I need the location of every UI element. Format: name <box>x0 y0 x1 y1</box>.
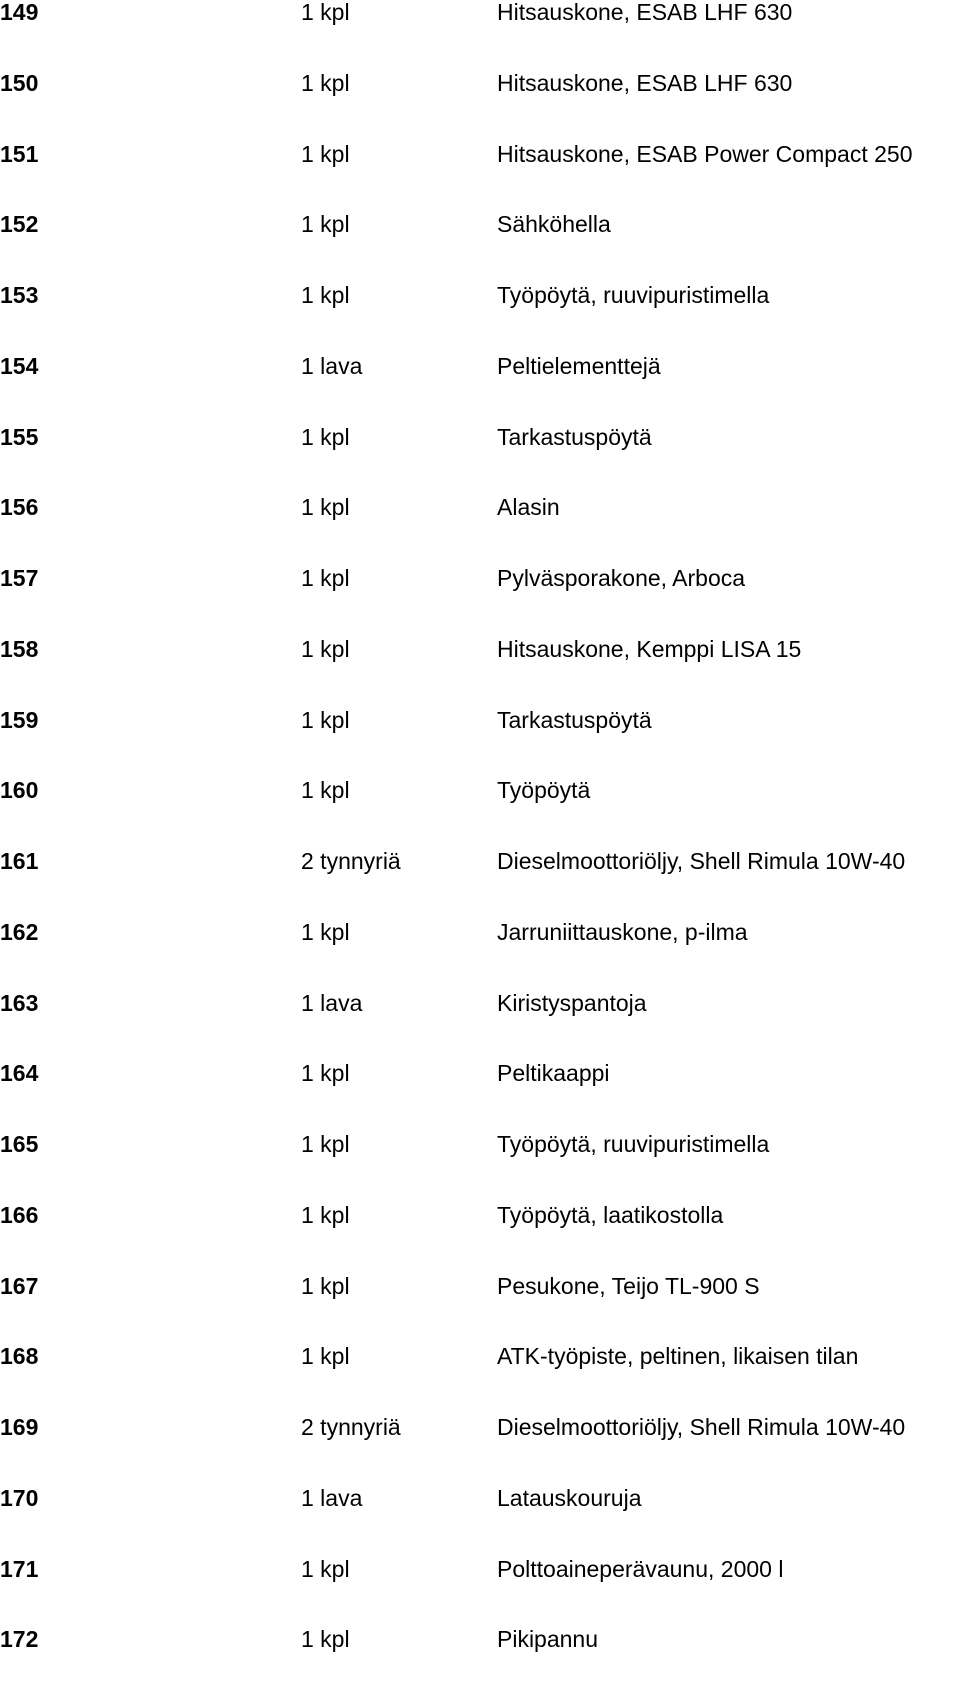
item-number: 159 <box>0 706 39 733</box>
item-number: 163 <box>0 989 39 1016</box>
item-number: 154 <box>0 352 39 379</box>
item-number: 169 <box>0 1414 39 1440</box>
list-item <box>0 1271 960 1342</box>
item-description: Pylväsporakone, Arboca <box>497 565 746 591</box>
item-number: 172 <box>0 1626 39 1653</box>
item-quantity: 1 kpl <box>301 69 350 96</box>
item-quantity: 1 kpl <box>301 1272 350 1299</box>
item-description: Pesukone, Teijo TL-900 S <box>497 1272 760 1299</box>
item-description: Tarkastuspöytä <box>497 423 652 450</box>
item-description: Sähköhella <box>497 211 611 238</box>
item-quantity: 1 kpl <box>301 1626 350 1653</box>
item-number: 155 <box>0 423 39 450</box>
list-item <box>0 988 960 1059</box>
list-item <box>0 492 960 563</box>
item-description: ATK-työpiste, peltinen, likaisen tilan <box>497 1343 859 1370</box>
list-item <box>0 209 960 280</box>
item-number: 151 <box>0 140 39 167</box>
item-number: 156 <box>0 494 39 521</box>
item-number: 152 <box>0 211 39 238</box>
list-item <box>0 1483 960 1554</box>
item-number: 167 <box>0 1272 39 1299</box>
item-description: Työpöytä, ruuvipuristimella <box>497 282 770 308</box>
list-item <box>0 705 960 776</box>
item-quantity: 1 kpl <box>301 565 350 591</box>
item-number: 162 <box>0 918 39 945</box>
item-description: Latauskouruja <box>497 1484 642 1511</box>
item-quantity: 1 lava <box>301 352 363 379</box>
item-number: 168 <box>0 1343 39 1370</box>
item-quantity: 1 lava <box>301 989 363 1016</box>
item-description: Pikipannu <box>497 1626 599 1653</box>
list-item <box>0 1554 960 1625</box>
list-item <box>0 280 960 351</box>
item-number: 158 <box>0 635 39 662</box>
item-quantity: 1 kpl <box>301 1201 350 1228</box>
item-quantity: 1 kpl <box>301 706 350 733</box>
item-description: Työpöytä <box>497 777 591 804</box>
item-description: Työpöytä, laatikostolla <box>497 1201 724 1228</box>
item-number: 164 <box>0 1060 39 1087</box>
item-description: Polttoaineperävaunu, 2000 l <box>497 1555 784 1582</box>
list-item <box>0 1412 960 1483</box>
list-item <box>0 0 960 68</box>
item-quantity: 1 kpl <box>301 1131 350 1157</box>
list-item <box>0 139 960 210</box>
item-description: Hitsauskone, ESAB Power Compact 250 <box>497 140 913 167</box>
list-item <box>0 68 960 139</box>
item-quantity: 1 kpl <box>301 282 350 308</box>
list-item <box>0 1341 960 1412</box>
item-description: Jarruniittauskone, p-ilma <box>497 918 748 945</box>
list-item <box>0 775 960 846</box>
item-quantity: 1 kpl <box>301 918 350 945</box>
item-number: 166 <box>0 1201 39 1228</box>
item-description: Hitsauskone, ESAB LHF 630 <box>497 69 793 96</box>
item-description: Työpöytä, ruuvipuristimella <box>497 1131 770 1157</box>
item-quantity: 2 tynnyriä <box>301 848 401 874</box>
item-description: Peltielementtejä <box>497 352 661 379</box>
item-quantity: 1 kpl <box>301 211 350 238</box>
item-description: Hitsauskone, Kemppi LISA 15 <box>497 635 802 662</box>
item-description: Tarkastuspöytä <box>497 706 652 733</box>
item-number: 149 <box>0 0 39 25</box>
item-quantity: 2 tynnyriä <box>301 1414 401 1440</box>
item-number: 171 <box>0 1555 39 1582</box>
list-item <box>0 917 960 988</box>
item-quantity: 1 kpl <box>301 423 350 450</box>
item-number: 170 <box>0 1484 39 1511</box>
item-quantity: 1 lava <box>301 1484 363 1511</box>
item-quantity: 1 kpl <box>301 1555 350 1582</box>
list-item <box>0 563 960 634</box>
item-number: 160 <box>0 777 39 804</box>
list-item <box>0 422 960 493</box>
item-number: 150 <box>0 69 39 96</box>
item-quantity: 1 kpl <box>301 1060 350 1087</box>
item-number: 165 <box>0 1131 39 1157</box>
item-description: Kiristyspantoja <box>497 989 647 1016</box>
item-number: 157 <box>0 565 39 591</box>
list-item <box>0 1200 960 1271</box>
item-description: Hitsauskone, ESAB LHF 630 <box>497 0 793 25</box>
item-quantity: 1 kpl <box>301 140 350 167</box>
item-description: Dieselmoottoriöljy, Shell Rimula 10W-40 <box>497 1414 906 1440</box>
list-item <box>0 634 960 705</box>
list-item <box>0 1058 960 1129</box>
item-quantity: 1 kpl <box>301 0 350 25</box>
list-item <box>0 351 960 422</box>
item-description: Peltikaappi <box>497 1060 610 1087</box>
list-item <box>0 1624 960 1695</box>
item-quantity: 1 kpl <box>301 1343 350 1370</box>
list-item <box>0 846 960 917</box>
item-quantity: 1 kpl <box>301 635 350 662</box>
item-quantity: 1 kpl <box>301 494 350 521</box>
list-item <box>0 1129 960 1200</box>
item-number: 153 <box>0 282 39 308</box>
item-description: Dieselmoottoriöljy, Shell Rimula 10W-40 <box>497 848 906 874</box>
item-description: Alasin <box>497 494 560 521</box>
item-quantity: 1 kpl <box>301 777 350 804</box>
item-number: 161 <box>0 848 39 874</box>
